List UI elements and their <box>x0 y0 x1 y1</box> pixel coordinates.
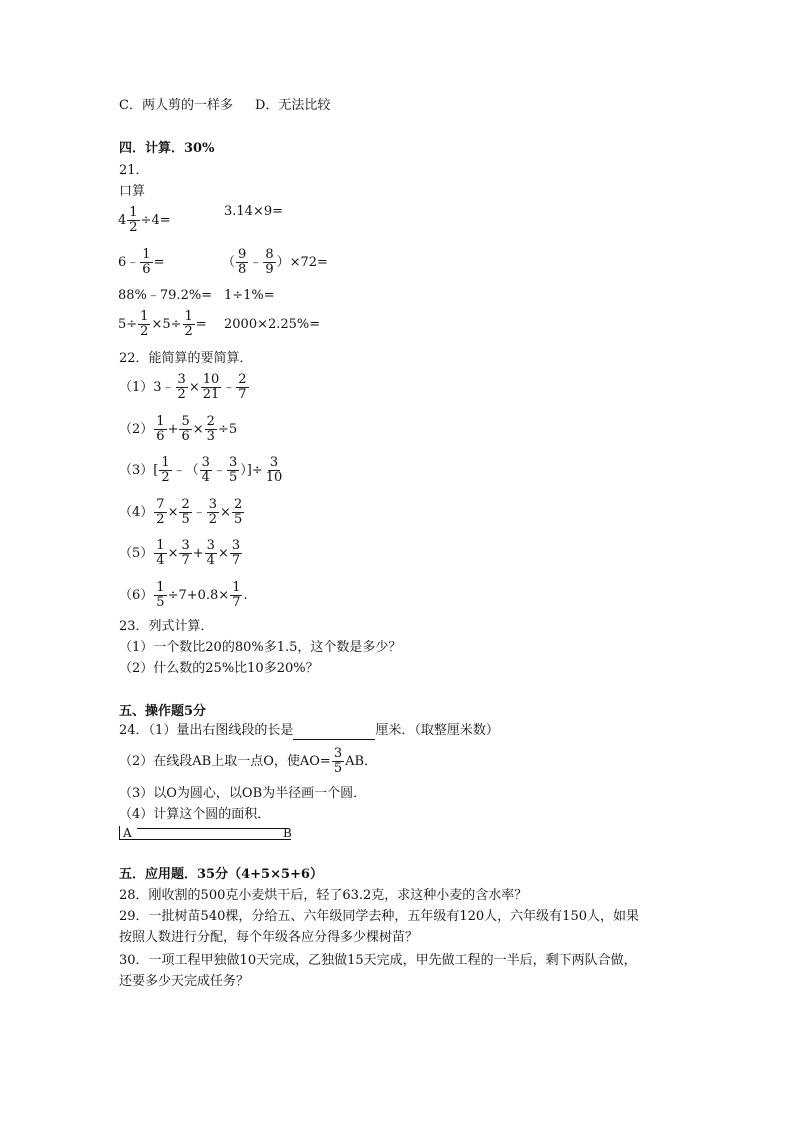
fraction: $\frac{1}{6}$ <box>156 414 165 444</box>
fraction: $\frac{3}{10}$ <box>265 455 283 485</box>
q21-expr-2: 3.14×9= <box>224 204 284 219</box>
q24-part-3: （3）以O为圆心，以OB为半径画一个圆． <box>119 786 367 801</box>
fraction: $\frac{7}{2}$ <box>156 497 165 527</box>
q21-expr-6: 1÷1%= <box>224 288 275 303</box>
fraction: $\frac{3}{2}$ <box>208 497 218 527</box>
q28: 28．刚收割的500克小麦烘干后，轻了63.2克，求这种小麦的含水率？ <box>119 888 528 903</box>
q21-number: 21． <box>119 163 149 178</box>
option-c: C．两人剪的一样多 <box>119 98 233 113</box>
fraction: $\frac{3}{4}$ <box>201 455 210 485</box>
section-5-application-title: 五．应用题．35分（4+5×5+6） <box>119 867 323 882</box>
fraction: $\frac{1}{2}$ <box>184 309 193 339</box>
point-b-label: B <box>283 826 292 840</box>
fraction: $\frac{2}{5}$ <box>181 497 190 527</box>
section-5-operation-title: 五、操作题5分 <box>119 704 207 719</box>
fraction: $\frac{2}{5}$ <box>233 497 243 527</box>
q22-part-6: （6） $\frac{1}{5}$ ÷7+0.8× $\frac{1}{7}$ . <box>119 580 248 610</box>
q24-part-1: 24．（1）量出右图线段的长是 厘米．（取整厘米数） <box>119 723 499 738</box>
fraction: $\frac{10}{21}$ <box>202 372 220 402</box>
fraction: $\frac{1}{5}$ <box>156 580 165 610</box>
q29-line-1: 29．一批树苗540棵，分给五、六年级同学去种，五年级有120人，六年级有150人，如果 <box>119 909 639 924</box>
q22-part-3: （3）[ $\frac{1}{2}$ ﹣（ $\frac{3}{4}$ ﹣ $\frac{3}{5}$ ）]÷ $\frac{3}{10}$ <box>119 455 283 485</box>
q29-line-2: 按照人数进行分配，每个年级各应分得多少棵树苗？ <box>119 930 419 945</box>
q23-part-1: （1）一个数比20的80%多1.5，这个数是多少？ <box>119 640 402 655</box>
fraction: $\frac{5}{6}$ <box>181 414 190 444</box>
fraction: $\frac{3}{7}$ <box>181 538 190 568</box>
q23-title: 23．列式计算． <box>119 619 214 634</box>
q22-title: 22．能简算的要简算． <box>119 351 253 366</box>
fraction: $\frac{3}{7}$ <box>231 538 241 568</box>
segment-end-tick <box>119 826 120 840</box>
q22-part-4: （4） $\frac{7}{2}$ × $\frac{2}{5}$ ﹣ $\frac{3}{2}$ × $\frac{2}{5}$ <box>119 497 243 527</box>
option-d: D．无法比较 <box>254 98 331 113</box>
fraction: $\frac{1}{6}$ <box>142 247 151 277</box>
answer-blank[interactable] <box>293 725 375 740</box>
fraction: $\frac{9}{8}$ <box>238 247 247 277</box>
q21-subtitle: 口算 <box>119 184 146 199</box>
section-4-title: 四．计算．30% <box>119 141 215 156</box>
q22-part-5: （5） $\frac{1}{4}$ × $\frac{3}{7}$ + $\frac{3}{4}$ × $\frac{3}{7}$ <box>119 538 241 568</box>
fraction: $\frac{8}{9}$ <box>265 247 274 277</box>
q22-part-2: （2） $\frac{1}{6}$ + $\frac{5}{6}$ × $\frac{2}{3}$ ÷5 <box>119 414 238 444</box>
q30-line-2: 还要多少天完成任务？ <box>119 974 250 989</box>
q30-line-1: 30．一项工程甲独做10天完成，乙独做15天完成，甲先做工程的一半后，剩下两队合做， <box>119 953 637 968</box>
fraction: $\frac{2}{7}$ <box>238 372 247 402</box>
fraction: $\frac{1}{2}$ <box>161 455 170 485</box>
fraction: $\frac{3}{4}$ <box>206 538 215 568</box>
fraction: $\frac{2}{3}$ <box>206 414 215 444</box>
point-a-label: A <box>123 826 132 840</box>
fraction: $\frac{1}{4}$ <box>156 538 165 568</box>
line-segment-ab <box>119 826 291 840</box>
q20-options <box>119 97 330 115</box>
segment-baseline <box>119 839 291 840</box>
q23-part-2: （2）什么数的25%比10多20%？ <box>119 661 319 676</box>
q21-expr-3: 6﹣ $\frac{1}{6}$ = <box>118 247 165 277</box>
segment-line <box>137 828 289 829</box>
q21-expr-1: 4 $\frac{1}{2}$ ÷4= <box>118 205 171 235</box>
fraction: $\frac{1}{2}$ <box>129 205 138 235</box>
q24-part-2: （2）在线段AB上取一点O，使AO= $\frac{3}{5}$ AB． <box>119 746 378 776</box>
q21-expr-4: （ $\frac{9}{8}$ ﹣ $\frac{8}{9}$ ）×72= <box>222 247 328 277</box>
fraction: $\frac{1}{7}$ <box>232 580 241 610</box>
q24-part-4: （4）计算这个圆的面积． <box>119 807 271 822</box>
fraction: $\frac{3}{2}$ <box>177 372 186 402</box>
q21-expr-5: 88%﹣79.2%= <box>118 288 213 303</box>
q21-expr-8: 2000×2.25%= <box>224 317 321 332</box>
q21-expr-7: 5÷ $\frac{1}{2}$ ×5÷ $\frac{1}{2}$ = <box>118 309 207 339</box>
q22-part-1: （1）3﹣ $\frac{3}{2}$ × $\frac{10}{21}$ ﹣ $\frac{2}{7}$ <box>119 372 247 402</box>
fraction: $\frac{3}{5}$ <box>333 746 343 776</box>
fraction: $\frac{3}{5}$ <box>228 455 238 485</box>
fraction: $\frac{1}{2}$ <box>140 309 149 339</box>
